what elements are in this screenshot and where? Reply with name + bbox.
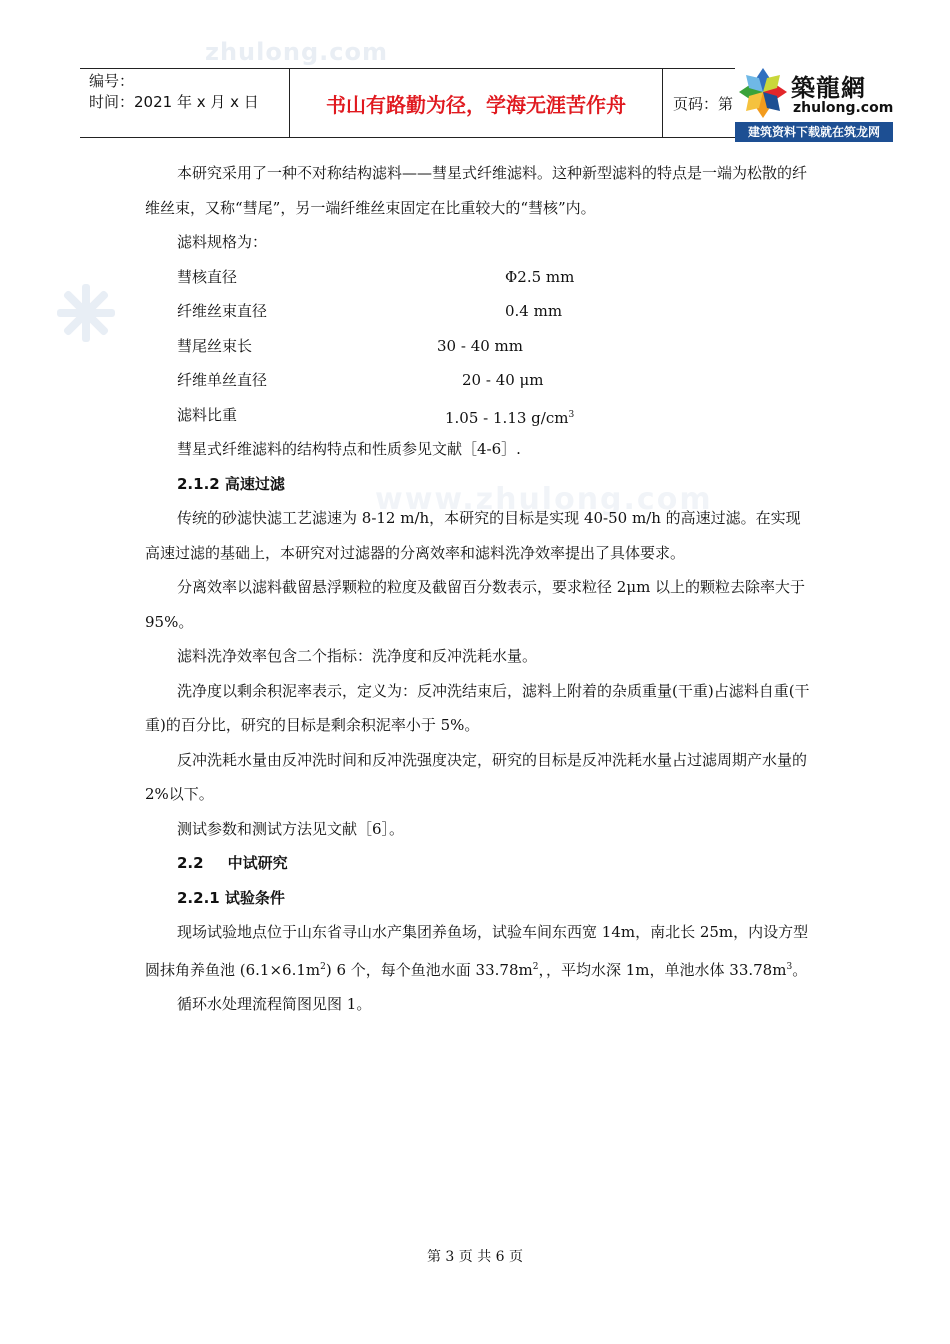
number-label: 编号：: [89, 72, 135, 90]
reference-1: 彗星式纤维滤料的结构特点和性质参见文献［4-6］.: [177, 440, 521, 458]
paragraph-test-conditions: 现场试验地点位于山东省寻山水产集团养鱼场，试验车间东西宽 14m，南北长 25m，内设方型圆抹角养鱼池 $(6.1\times 6.1m^2)$ 6 个，每个鱼池水面 $33.78m^2$，，平均水深 1m，单池水体 $33.78m^3$。: [145, 923, 809, 979]
paragraph-cleanliness: 洗净度以剩余积泥率表示，定义为：反冲洗结束后，滤料上附着的杂质重量(干重)占滤料自重(干重)的百分比，研究的目标是剩余积泥率小于 5%。: [145, 681, 810, 734]
spec-label: 纤维单丝直径: [177, 371, 268, 389]
heading-2-2: 2.2 中试研究: [177, 854, 288, 872]
watermark-top: zhulong.com: [205, 38, 388, 66]
spec-row: [145, 329, 810, 364]
paragraph-filtration-speed: 传统的砂滤快滤工艺滤速为 8-12 m/h，本研究的目标是实现 40-50 m/h 的高速过滤。在实现高速过滤的基础上，本研究对过滤器的分离效率和滤料洗净效率提出了具体要求。: [145, 509, 801, 562]
spec-value: 0.4 mm: [505, 302, 563, 320]
header-info: [80, 69, 290, 137]
page-footer: 第 3 页 共 6 页: [426, 1249, 524, 1265]
header-motto: 书山有路勤为径，学海无涯苦作舟: [290, 69, 663, 137]
paragraph-test-methods: 测试参数和测试方法见文献［6］。: [177, 819, 405, 838]
spec-label: 纤维丝束直径: [177, 302, 268, 320]
paragraph-figure-reference: 循环水处理流程简图见图 1。: [177, 995, 372, 1013]
spec-label: 彗尾丝束长: [177, 336, 253, 355]
spec-value: Φ2.5 mm: [505, 267, 575, 286]
spec-value: 1.05 - 1.13 $g/cm^3$: [445, 408, 575, 427]
logo-url: zhulong.com: [793, 100, 894, 116]
paragraph-wash-efficiency: 滤料洗净效率包含二个指标：洗净度和反冲洗耗水量。: [177, 647, 538, 665]
logo-name: 築龍網: [791, 73, 866, 102]
paragraph-backwash-water: 反冲洗耗水量由反冲洗时间和反冲洗强度决定，研究的目标是反冲洗耗水量占过滤周期产水量的 2%以下。: [145, 750, 808, 803]
logo-banner: 建筑资料下载就在筑龙网: [735, 122, 893, 142]
spec-label: 滤料比重: [177, 405, 238, 424]
spec-intro: 滤料规格为：: [177, 233, 268, 251]
spec-label: 彗核直径: [177, 267, 238, 286]
spec-value: 30 - 40 mm: [437, 336, 523, 355]
paragraph-separation-efficiency: 分离效率以滤料截留悬浮颗粒的粒度及截留百分数表示，要求粒径 2μm 以上的颗粒去除率大于 95%。: [145, 578, 806, 631]
spec-row: [145, 398, 810, 433]
watermark-middle: www.zhulong.com: [375, 482, 713, 517]
logo-pinwheel-icon: [737, 66, 789, 120]
time-label: 时间：2021 年 x 月 x 日: [89, 93, 259, 111]
page-number-label: 页码：第: [673, 94, 734, 113]
spec-row: [145, 294, 810, 329]
spec-row: [145, 260, 810, 295]
spec-row: [145, 363, 810, 398]
document-body: [145, 156, 810, 1022]
paragraph-intro: 本研究采用了一种不对称结构滤料——彗星式纤维滤料。这种新型滤料的特点是一端为松散的纤维丝束，又称“彗尾”，另一端纤维丝束固定在比重较大的“彗核”内。: [145, 164, 808, 217]
snowflake-watermark-icon: [55, 282, 117, 344]
heading-2-2-1: 2.2.1 试验条件: [177, 888, 285, 907]
spec-value: 20 - 40 μm: [462, 371, 544, 389]
heading-2-1-2: 2.1.2 高速过滤: [177, 474, 285, 493]
zhulong-logo[interactable]: [735, 64, 893, 144]
